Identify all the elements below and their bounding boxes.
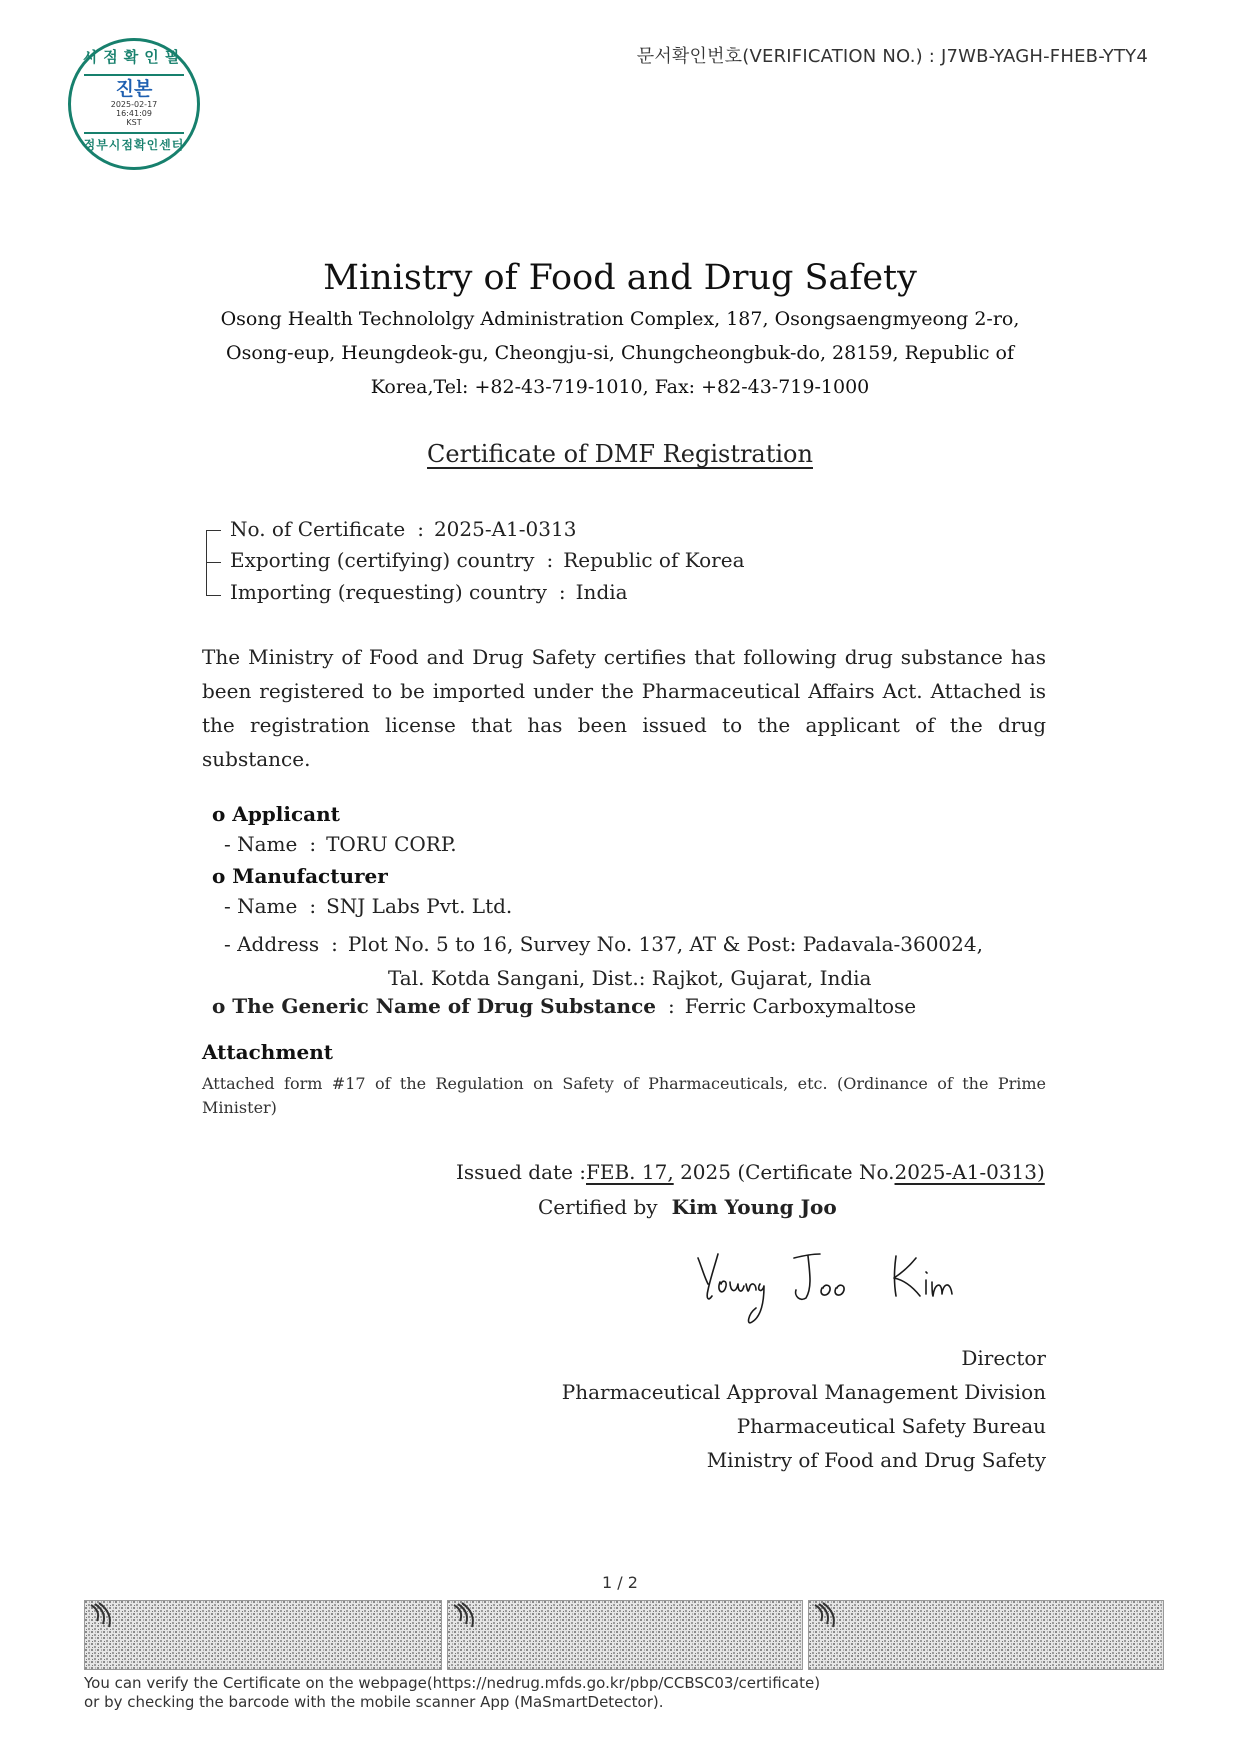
verification-number: 문서확인번호(VERIFICATION NO.) : J7WB-YAGH-FHEB-YTY4 <box>636 46 1148 67</box>
verification-barcode <box>447 1600 803 1670</box>
generic-name-row: o The Generic Name of Drug Substance : Ferric Carboxymaltose <box>212 994 917 1018</box>
certified-by-row <box>538 1195 837 1219</box>
seal-center <box>84 74 184 134</box>
certified-name: Kim Young Joo <box>671 1195 837 1219</box>
manufacturer-address-row: - Address : Plot No. 5 to 16, Survey No. 137, AT & Post: Padavala-360024, Tal. Kotda Sangani, Dist.: Rajkot, Gujarat, India <box>224 927 1046 995</box>
info-label: Importing (requesting) country <box>230 580 547 604</box>
issued-date-row <box>456 1160 1045 1184</box>
verification-barcode <box>84 1600 442 1670</box>
signatory-title: Director <box>961 1346 1046 1370</box>
applicant-heading: o Applicant <box>212 802 340 826</box>
address-line: Korea,Tel: +82-43-719-1010, Fax: +82-43-719-1000 <box>370 376 870 398</box>
info-value: 2025-A1-0313 <box>433 517 577 541</box>
footer-line: You can verify the Certificate on the webpage(https://nedrug.mfds.go.kr/pbp/CCBSC03/certificate) <box>84 1674 821 1692</box>
manufacturer-name-label: - Name <box>224 894 298 918</box>
certificate-title-text: Certificate of DMF Registration <box>427 440 813 468</box>
seal-zone: KST <box>126 118 142 127</box>
manufacturer-address-line2: Tal. Kotda Sangani, Dist.: Rajkot, Gujarat, India <box>388 966 872 990</box>
footer-line: or by checking the barcode with the mobile scanner App (MaSmartDetector). <box>84 1693 664 1711</box>
generic-name-label: o The Generic Name of Drug Substance <box>212 994 656 1018</box>
signature <box>690 1240 980 1330</box>
certification-statement: The Ministry of Food and Drug Safety certifies that following drug substance has been registered to be imported under the Pharmaceutical Affairs Act. Attached is the registration license that has been issued to the applicant of the drug substance. <box>202 645 1046 771</box>
applicant-name: TORU CORP. <box>326 832 457 856</box>
manufacturer-name-row: - Name : SNJ Labs Pvt. Ltd. <box>224 894 513 918</box>
info-importing-country: Importing (requesting) country : India <box>230 580 628 604</box>
issued-year: 2025 <box>680 1160 731 1184</box>
applicant-name-row: - Name : TORU CORP. <box>224 832 457 856</box>
info-value: India <box>575 580 628 604</box>
signatory-bureau: Pharmaceutical Safety Bureau <box>736 1414 1046 1438</box>
signatory-ministry: Ministry of Food and Drug Safety <box>706 1448 1046 1472</box>
issued-date: FEB. 17, <box>586 1160 674 1184</box>
manufacturer-address-label: - Address <box>224 932 320 956</box>
info-value: Republic of Korea <box>563 548 745 572</box>
seal-center-text: 진본 <box>115 78 153 100</box>
cert-no-prefix: (Certificate No. <box>737 1160 895 1184</box>
verification-barcode <box>808 1600 1164 1670</box>
seal-date: 2025-02-17 <box>110 100 158 109</box>
certified-label: Certified by <box>538 1195 658 1219</box>
seal-time: 16:41:09 <box>116 109 152 118</box>
cert-no: 2025-A1-0313) <box>894 1160 1045 1184</box>
info-label: No. of Certificate <box>230 517 406 541</box>
signatory-division: Pharmaceutical Approval Management Division <box>561 1380 1046 1404</box>
attachment-heading: Attachment <box>202 1040 333 1064</box>
page-number: 1 / 2 <box>602 1573 638 1592</box>
footer-verification-note <box>84 1674 820 1712</box>
manufacturer-name: SNJ Labs Pvt. Ltd. <box>326 894 513 918</box>
generic-name: Ferric Carboxymaltose <box>684 994 917 1018</box>
address-line: Osong-eup, Heungdeok-gu, Cheongju-si, Chungcheongbuk-do, 28159, Republic of <box>226 342 1014 364</box>
ministry-title: Ministry of Food and Drug Safety <box>323 258 917 298</box>
verification-seal <box>68 38 198 168</box>
certificate-title <box>0 440 1240 468</box>
info-certificate-no: No. of Certificate : 2025-A1-0313 <box>230 517 577 541</box>
seal-top-text: 시점확인필 <box>82 48 186 66</box>
info-bracket <box>206 530 221 596</box>
manufacturer-address-line1: Plot No. 5 to 16, Survey No. 137, AT & Post: Padavala-360024, <box>347 932 983 956</box>
issued-label: Issued date : <box>456 1160 586 1184</box>
manufacturer-heading: o Manufacturer <box>212 864 388 888</box>
applicant-name-label: - Name <box>224 832 298 856</box>
seal-bottom-text: 정부시점확인센터 <box>83 138 185 152</box>
address-line: Osong Health Technololgy Administration Complex, 187, Osongsaengmyeong 2-ro, <box>220 308 1020 330</box>
info-label: Exporting (certifying) country <box>230 548 535 572</box>
attachment-text: Attached form #17 of the Regulation on Safety of Pharmaceuticals, etc. (Ordinance of the Prime Minister) <box>202 1074 1046 1117</box>
info-exporting-country: Exporting (certifying) country : Republic of Korea <box>230 548 745 572</box>
